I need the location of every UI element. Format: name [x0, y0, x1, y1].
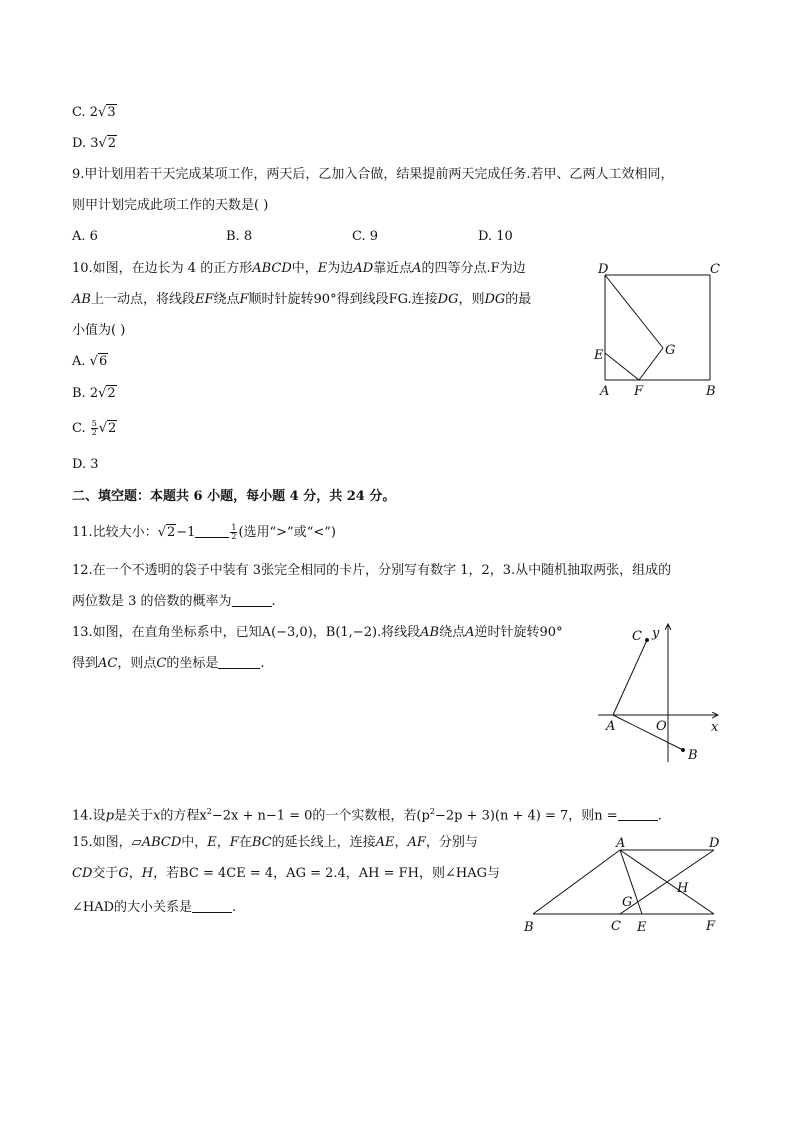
q9-text-line1: 9.甲计划用若干天完成某项工作，两天后，乙加入合做，结果提前两天完成任务.若甲、乙两人工效相同，	[72, 167, 674, 182]
q12-text-line2: 两位数是 3 的倍数的概率为 .	[72, 594, 276, 609]
label-f: F	[634, 384, 644, 399]
label-g: G	[665, 343, 676, 358]
q11-answer-blank[interactable]	[195, 524, 229, 538]
q14-text: 14.设p是关于x的方程$x^2-2x + n-1 = 0$的一个实数根，若$(p^2-2p + 3)(n + 4) = 7$，则n = .	[72, 807, 662, 824]
q15-parallelogram-figure	[518, 832, 728, 937]
q8-option-d: D. 3√2	[72, 136, 117, 151]
label-x: x	[711, 720, 719, 735]
q13-text-line1: 13.如图，在直角坐标系中，已知A(−3,0)，B(1,−2).将线段AB绕点A逆时针旋转90°	[72, 625, 563, 640]
q15-answer-blank[interactable]	[192, 899, 232, 913]
q10-option-b: B. 2√2	[72, 386, 116, 401]
q10-text-line1: 10.如图，在边长为 4 的正方形ABCD中，E为边AD靠近点A的四等分点.F为边	[72, 261, 526, 276]
label-e: E	[637, 920, 647, 935]
q15-text-line1: 15.如图，▱ABCD中，E，F在BC的延长线上，连接AE，AF，分别与	[72, 835, 478, 850]
q10-text-line3: 小值为( )	[72, 323, 126, 338]
q13-text-line2: 得到AC，则点C的坐标是 .	[72, 656, 265, 671]
q13-coordinate-figure	[590, 618, 730, 768]
label-b: B	[706, 384, 716, 399]
q9-option-c: C. 9	[352, 229, 379, 244]
label-d: D	[709, 836, 720, 851]
q15-text-line3: ∠HAD的大小关系是 .	[72, 900, 237, 915]
q10-option-d: D. 3	[72, 457, 99, 472]
q10-option-a: A. √6	[72, 354, 108, 369]
q9-option-d: D. 10	[478, 229, 513, 244]
label-b: B	[688, 748, 698, 763]
q13-answer-blank[interactable]	[218, 655, 260, 669]
label-d: D	[598, 262, 609, 277]
q9-text-line2: 则甲计划完成此项工作的天数是( )	[72, 198, 269, 213]
q10-text-line2: AB上一动点，将线段EF绕点F顺时针旋转90°得到线段FG.连接DG，则DG的最	[72, 292, 532, 307]
label-e: E	[594, 348, 604, 363]
label-f: F	[706, 919, 716, 934]
q9-option-a: A. 6	[72, 229, 98, 244]
label-b: B	[524, 920, 534, 935]
label-y: y	[652, 626, 660, 641]
label-o: O	[656, 719, 667, 734]
label-a: A	[606, 719, 616, 734]
label-c: C	[611, 919, 621, 934]
label-c: C	[710, 262, 720, 277]
label-a: A	[616, 836, 626, 851]
label-g: G	[622, 895, 633, 910]
label-c: C	[632, 629, 642, 644]
q8-option-c: C. 2√3	[72, 105, 116, 120]
q12-answer-blank[interactable]	[232, 593, 272, 607]
q10-square-figure	[588, 258, 728, 403]
label-h: H	[677, 881, 689, 896]
q11-text: 11.比较大小：√2−1 $\frac{1}{2}$ (选用“>”或“<”)	[72, 523, 336, 541]
label-a: A	[600, 384, 610, 399]
q9-option-b: B. 8	[226, 229, 253, 244]
q10-option-c: C. $\frac{5}{2}$ √2	[72, 419, 117, 437]
q14-answer-blank[interactable]	[618, 807, 658, 821]
q12-text-line1: 12.在一个不透明的袋子中装有 3张完全相同的卡片，分别写有数字 1，2，3.从中随机抽取两张，组成的	[72, 563, 672, 578]
section2-heading: 二、填空题：本题共 6 小题，每小题 4 分，共 24 分。	[72, 489, 396, 504]
q15-text-line2: CD交于G，H，若BC = 4CE = 4，AG = 2.4，AH = FH，则∠HAG与	[72, 866, 501, 881]
